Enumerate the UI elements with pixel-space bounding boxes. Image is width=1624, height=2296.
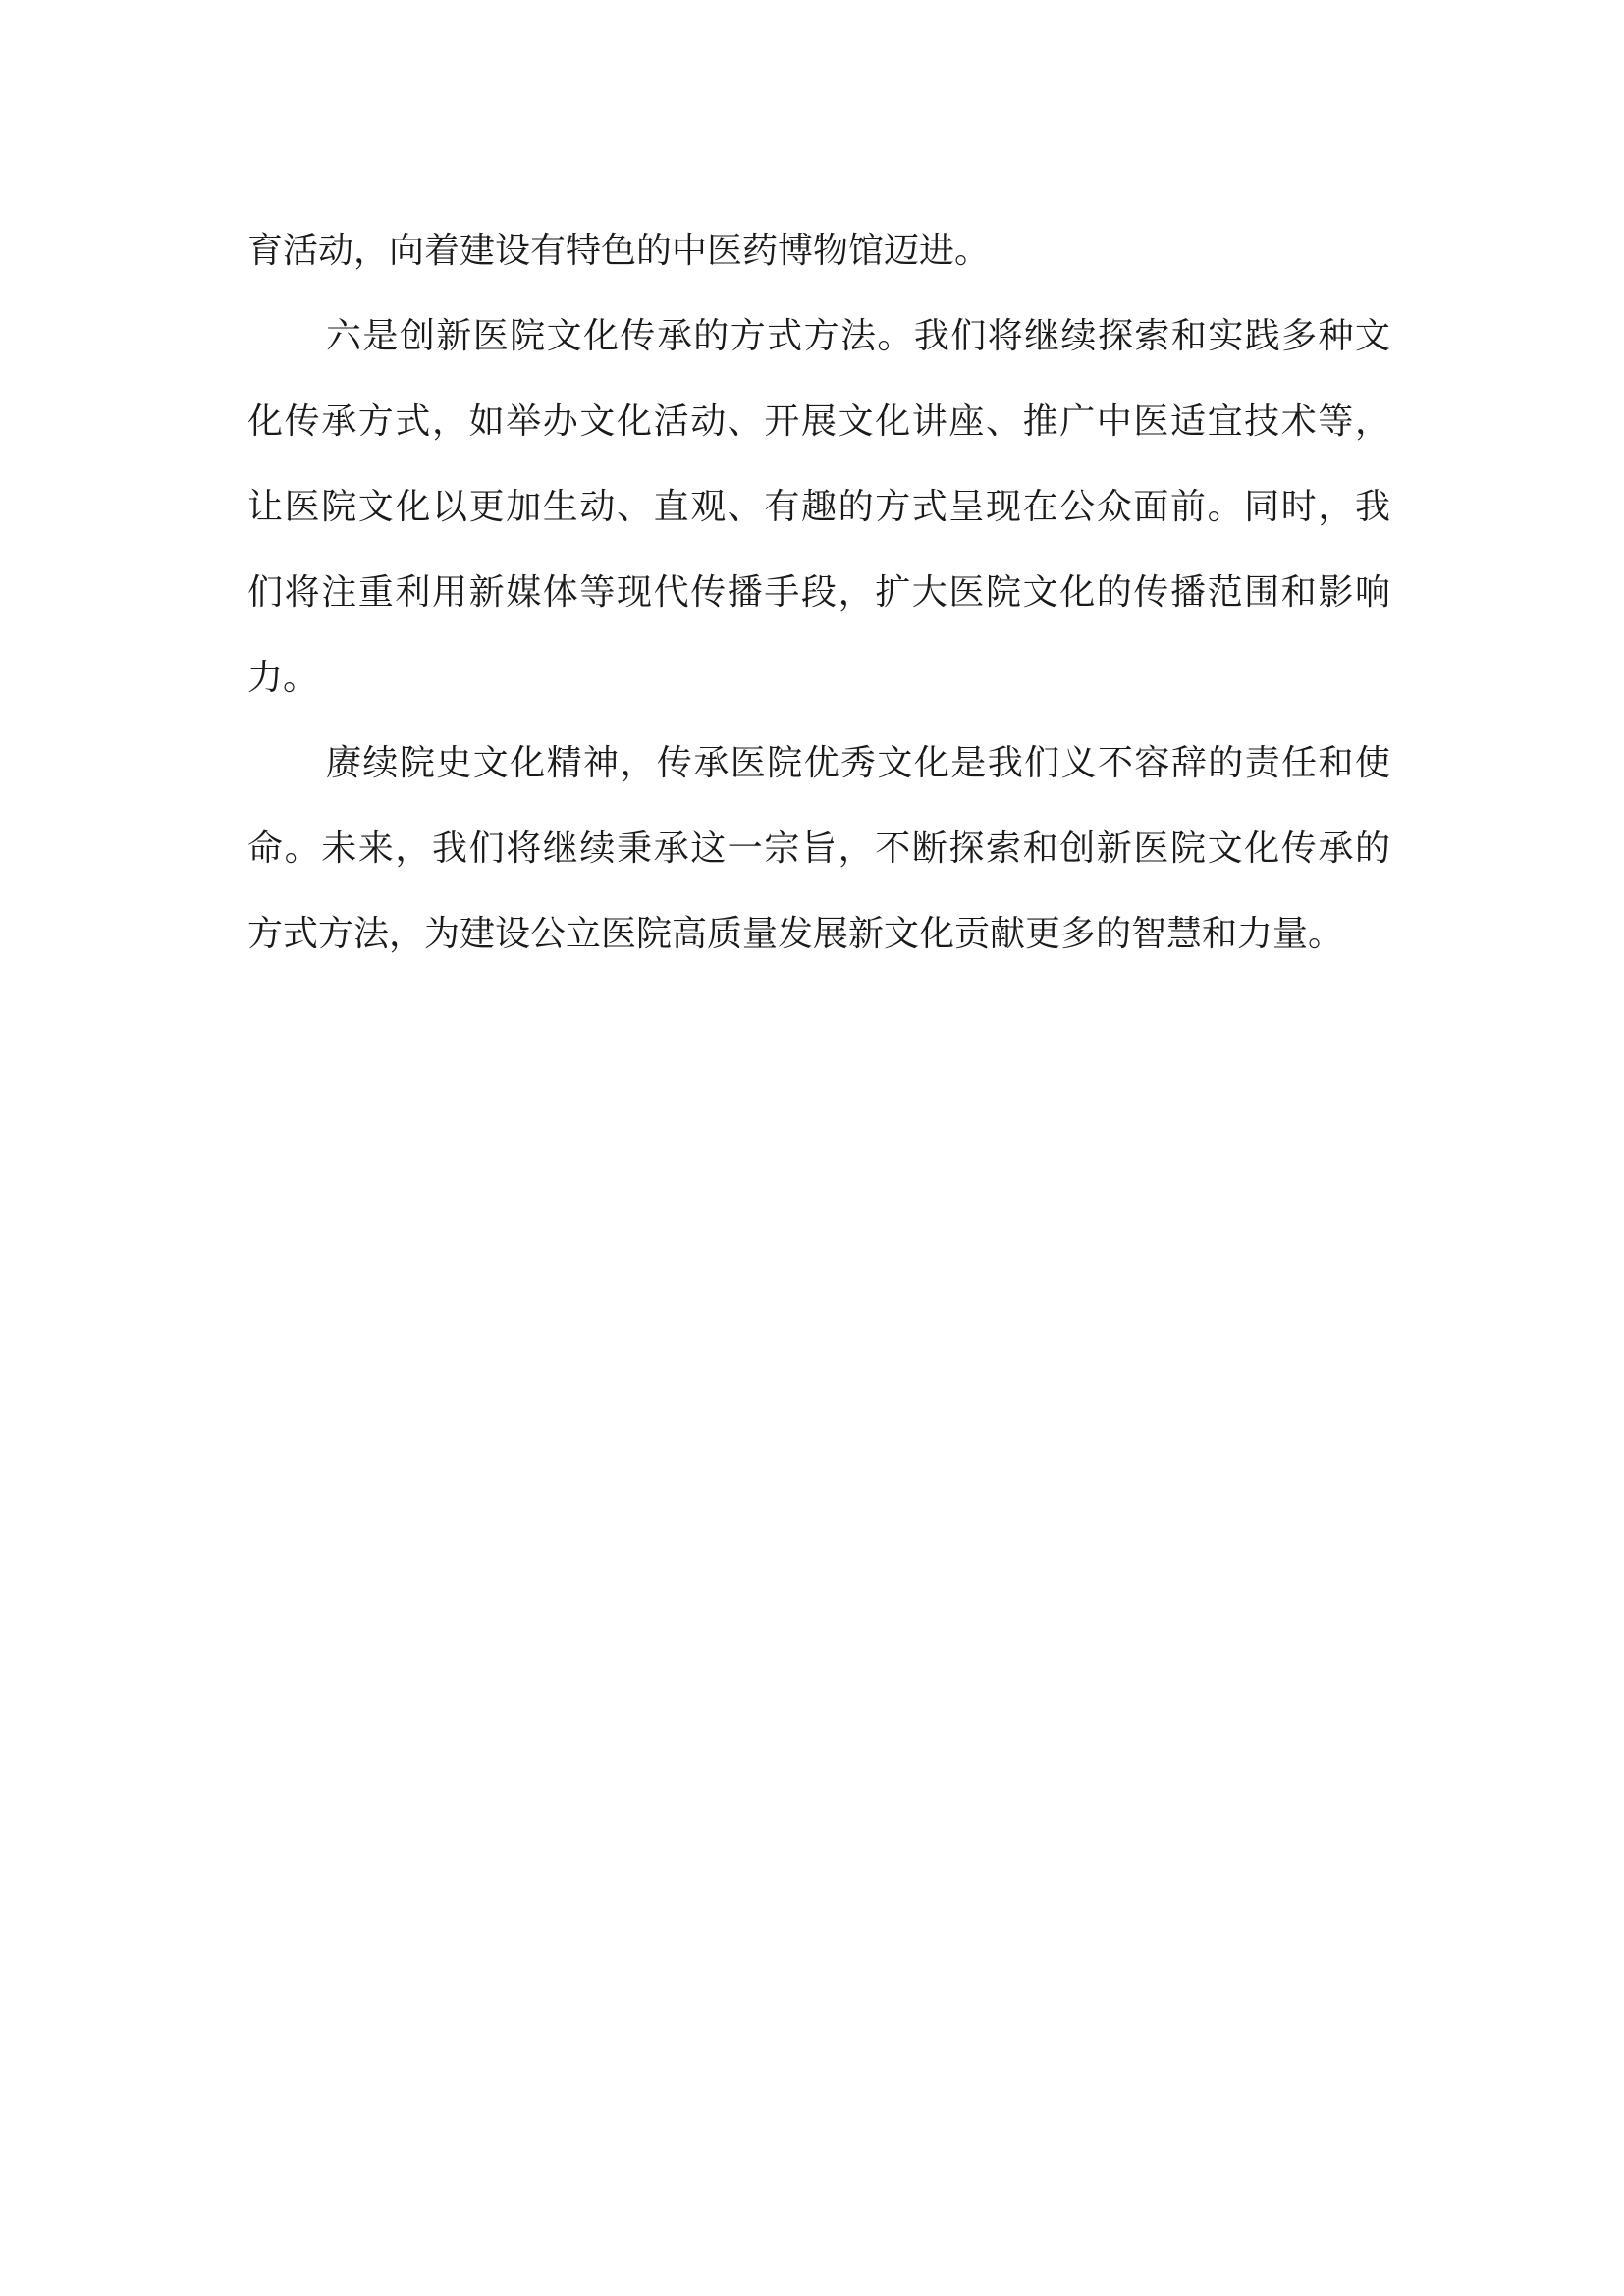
text-line: 们将注重利用新媒体等现代传播手段，扩大医院文化的传播范围和影响 [247, 572, 1390, 613]
paragraph [247, 294, 1390, 721]
paragraph [247, 208, 1390, 294]
text-line: 赓续院史文化精神，传承医院优秀文化是我们义不容辞的责任和使 [326, 743, 1390, 783]
text-line: 六是创新医院文化传承的方式方法。我们将继续探索和实践多种文 [326, 316, 1390, 356]
text-line: 育活动，向着建设有特色的中医药博物馆迈进。 [247, 231, 991, 271]
text-line: 方式方法，为建设公立医院高质量发展新文化贡献更多的智慧和力量。 [247, 914, 1344, 954]
text-line: 命。未来，我们将继续秉承这一宗旨，不断探索和创新医院文化传承的 [247, 828, 1390, 869]
text-line: 化传承方式，如举办文化活动、开展文化讲座、推广中医适宜技术等， [247, 401, 1390, 442]
document-body [247, 208, 1390, 977]
paragraph [247, 721, 1390, 977]
text-line: 力。 [247, 658, 319, 698]
text-line: 让医院文化以更加生动、直观、有趣的方式呈现在公众面前。同时，我 [247, 487, 1390, 527]
